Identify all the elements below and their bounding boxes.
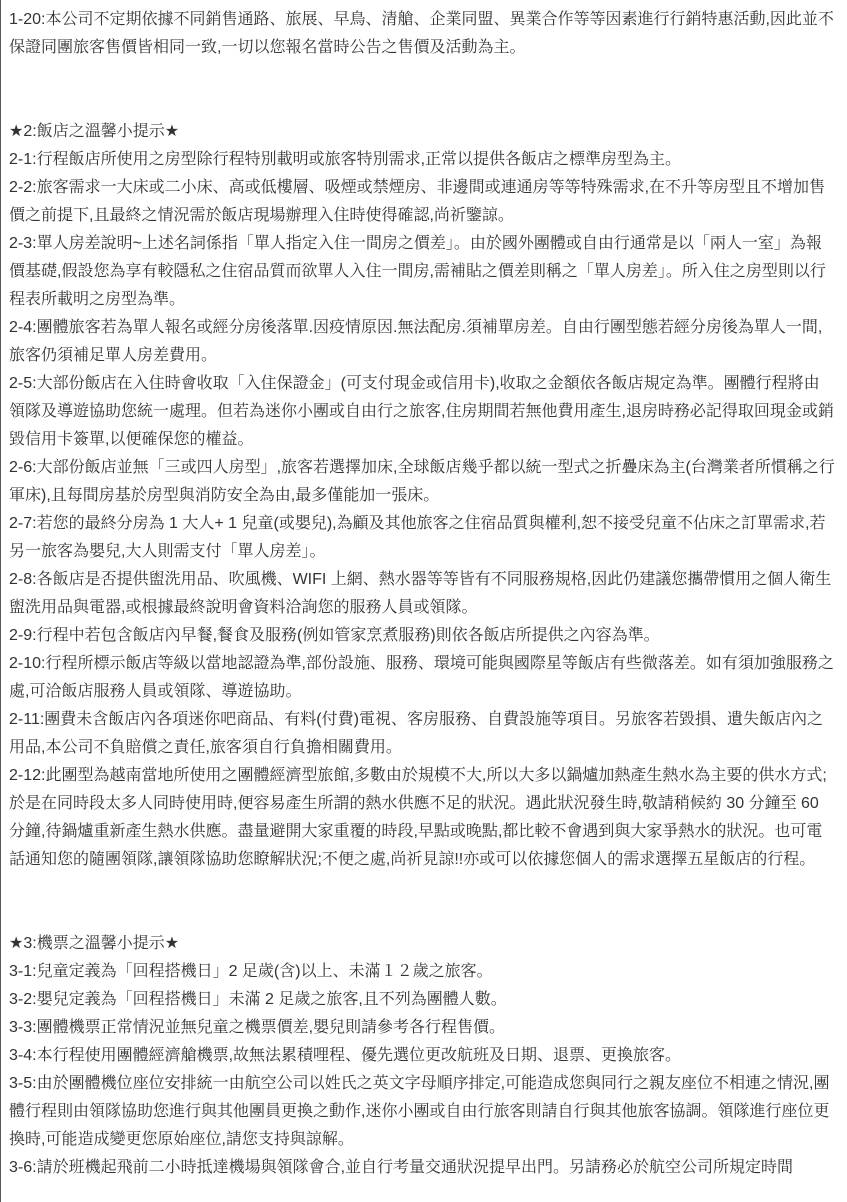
clause-2-5: 2-5:大部份飯店在入住時會收取「入住保證金」(可支付現金或信用卡),收取之金額依各飯店規定為準。團體行程將由領隊及導遊協助您統一處理。但若為迷你小團或自由行之旅客,住房期間若無他費用產生,退房時務必記得取回現金或銷毀信用卡簽單,以便確保您的權益。 — [9, 375, 834, 448]
section-gap — [9, 874, 835, 930]
clause-3-4: 3-4:本行程使用團體經濟艙機票,故無法累積哩程、優先選位更改航班及日期、退票、更換旅客。 — [9, 1047, 682, 1064]
clause-2-7: 2-7:若您的最終分房為 1 大人+ 1 兒童(或嬰兒),為顧及其他旅客之住宿品質與權利,恕不接受兒童不佔床之訂單需求,若另一旅客為嬰兒,大人則需支付「單人房差」。 — [9, 515, 826, 560]
clause-1-20: 1-20:本公司不定期依據不同銷售通路、旅展、早鳥、清艙、企業同盟、異業合作等等因素進行行銷特惠活動,因此並不保證同團旅客售價皆相同一致,一切以您報名當時公告之售價及活動為主。 — [9, 11, 834, 56]
clause-3-6: 3-6:請於班機起飛前二小時抵達機場與領隊會合,並自行考量交通狀況提早出門。另請務必於航空公司所規定時間 — [9, 1159, 794, 1176]
clause-2-1: 2-1:行程飯店所使用之房型除行程特別載明或旅客特別需求,正常以提供各飯店之標準房型為主。 — [9, 151, 682, 168]
clause-2-8: 2-8:各飯店是否提供盥洗用品、吹風機、WIFI 上網、熱水器等等皆有不同服務規格,因此仍建議您攜帶慣用之個人衛生盥洗用品與電器,或根據最終說明會資料洽詢您的服務人員或領隊。 — [9, 571, 832, 616]
hotel-section-heading: ★2:飯店之溫馨小提示★ — [9, 123, 180, 140]
clause-2-12: 2-12:此團型為越南當地所使用之團體經濟型旅館,多數由於規模不大,所以大多以鍋爐加熱產生熱水為主要的供水方式;於是在同時段太多人同時使用時,便容易產生所謂的熱水供應不足的狀況。遇此狀況發生時,敬請稍候約 30 分鐘至 60 分鐘,待鍋爐重新產生熱水供應。盡量避開大家重覆的時段,早點或晚點,都比較不會遇到與大家爭熱水的狀況。也可電話通知您的隨團領隊,讓領隊協助您瞭解狀況;不便之處,尚祈見諒!!亦或可以依據您個人的需求選擇五星飯店的行程。 — [9, 767, 827, 868]
clause-2-10: 2-10:行程所標示飯店等級以當地認證為準,部份設施、服務、環境可能與國際星等飯店有些微落差。如有須加強服務之處,可洽飯店服務人員或領隊、導遊協助。 — [9, 655, 834, 700]
clause-2-2: 2-2:旅客需求一大床或二小床、高或低樓層、吸煙或禁煙房、非邊間或連通房等等特殊需求,在不升等房型且不增加售價之前提下,且最終之情況需於飯店現場辦理入住時使得確認,尚祈鑒諒。 — [9, 179, 826, 224]
clause-3-2: 3-2:嬰兒定義為「回程搭機日」未滿 2 足歲之旅客,且不列為團體人數。 — [9, 991, 507, 1008]
clause-2-3: 2-3:單人房差說明~上述名詞係指「單人指定入住一間房之價差」。由於國外團體或自由行通常是以「兩人一室」為報價基礎,假設您為享有較隱私之住宿品質而欲單人入住一間房,需補貼之價差則稱之「單人房差」。所入住之房型則以行程表所載明之房型為準。 — [9, 235, 826, 308]
clause-3-1: 3-1:兒童定義為「回程搭機日」2 足歲(含)以上、未滿１２歲之旅客。 — [9, 963, 493, 980]
flight-section-heading: ★3:機票之溫馨小提示★ — [9, 935, 180, 952]
clause-2-6: 2-6:大部份飯店並無「三或四人房型」,旅客若選擇加床,全球飯店幾乎都以統一型式之折疊床為主(台灣業者所慣稱之行軍床),且每間房基於房型與消防安全為由,最多僅能加一張床。 — [9, 459, 835, 504]
section-gap — [9, 62, 835, 118]
clause-2-11: 2-11:團費未含飯店內各項迷你吧商品、有料(付費)電視、客房服務、自費設施等項目。另旅客若毀損、遺失飯店內之用品,本公司不負賠償之責任,旅客須自行負擔相關費用。 — [9, 711, 823, 756]
clause-3-5: 3-5:由於團體機位座位安排統一由航空公司以姓氏之英文字母順序排定,可能造成您與同行之親友座位不相連之情況,團體行程則由領隊協助您進行與其他團員更換之動作,迷你小團或自由行旅客則請自行與其他旅客協調。領隊進行座位更換時,可能造成變更您原始座位,請您支持與諒解。 — [9, 1075, 830, 1148]
clause-2-9: 2-9:行程中若包含飯店內早餐,餐食及服務(例如管家烹煮服務)則依各飯店所提供之內容為準。 — [9, 627, 660, 644]
clause-3-3: 3-3:團體機票正常情況並無兒童之機票價差,嬰兒則請參考各行程售價。 — [9, 1019, 506, 1036]
clause-2-4: 2-4:團體旅客若為單人報名或經分房後落單.因疫情原因.無法配房.須補單房差。自由行團型態若經分房後為單人一間,旅客仍須補足單人房差費用。 — [9, 319, 823, 364]
